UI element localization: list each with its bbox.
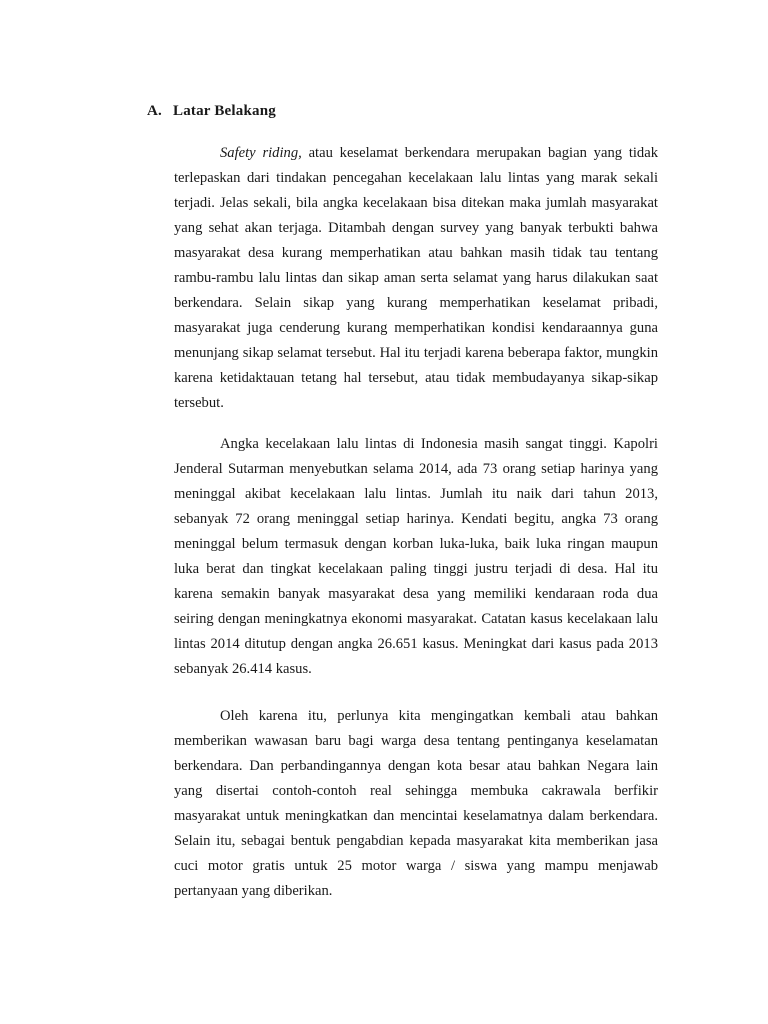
section-title: Latar Belakang — [173, 103, 276, 119]
paragraph-text: Oleh karena itu, perlunya kita mengingatkan kembali atau bahkan memberikan wawasan baru bagi warga desa tentang pentinganya keselamatan berkendara. Dan perbandingannya dengan kota besar atau bahkan Negara lain yang disertai contoh-contoh real sehingga membuka cakrawala berfikir masyarakat untuk meningkatkan dan mencintai keselamatnya dalam berkendara. Selain itu, sebagai bentuk pengabdian kepada masyarakat kita memberikan jasa cuci motor gratis untuk 25 motor warga / siswa yang mampu menjawab pertanyaan yang diberikan. — [174, 708, 658, 899]
paragraph-italic-lead: Safety riding, — [220, 145, 302, 161]
section-number: A. — [147, 103, 162, 119]
section-heading — [147, 103, 276, 120]
paragraph-program-purpose — [174, 704, 658, 904]
paragraph-text: Angka kecelakaan lalu lintas di Indonesia masih sangat tinggi. Kapolri Jenderal Sutarman menyebutkan selama 2014, ada 73 orang setiap harinya yang meninggal akibat kecelakaan lalu lintas. Jumlah itu naik dari tahun 2013, sebanyak 72 orang meninggal setiap harinya. Kendati begitu, angka 73 orang meninggal belum termasuk dengan korban luka-luka, baik luka ringan maupun luka berat dan tingkat kecelakaan paling tinggi justru terjadi di desa. Hal itu karena semakin banyak masyarakat desa yang memiliki kendaraan roda dua seiring dengan meningkatnya ekonomi masyarakat. Catatan kasus kecelakaan lalu lintas 2014 ditutup dengan angka 26.651 kasus. Meningkat dari kasus pada 2013 sebanyak 26.414 kasus. — [174, 436, 658, 677]
paragraph-accident-statistics — [174, 432, 658, 682]
paragraph-safety-riding — [174, 141, 658, 416]
paragraph-text: atau keselamat berkendara merupakan bagian yang tidak terlepaskan dari tindakan pencegahan kecelakaan lalu lintas yang marak sekali terjadi. Jelas sekali, bila angka kecelakaan bisa ditekan maka jumlah masyarakat yang sehat akan terjaga. Ditambah dengan survey yang banyak terbukti bahwa masyarakat desa kurang memperhatikan atau bahkan masih tidak tau tentang rambu-rambu lalu lintas dan sikap aman serta selamat yang harus dilakukan saat berkendara. Selain sikap yang kurang memperhatikan keselamat pribadi, masyarakat juga cenderung kurang memperhatikan kondisi kendaraannya guna menunjang sikap selamat tersebut. Hal itu terjadi karena beberapa faktor, mungkin karena ketidaktauan tetang hal tersebut, atau tidak membudayanya sikap-sikap tersebut. — [174, 145, 658, 411]
